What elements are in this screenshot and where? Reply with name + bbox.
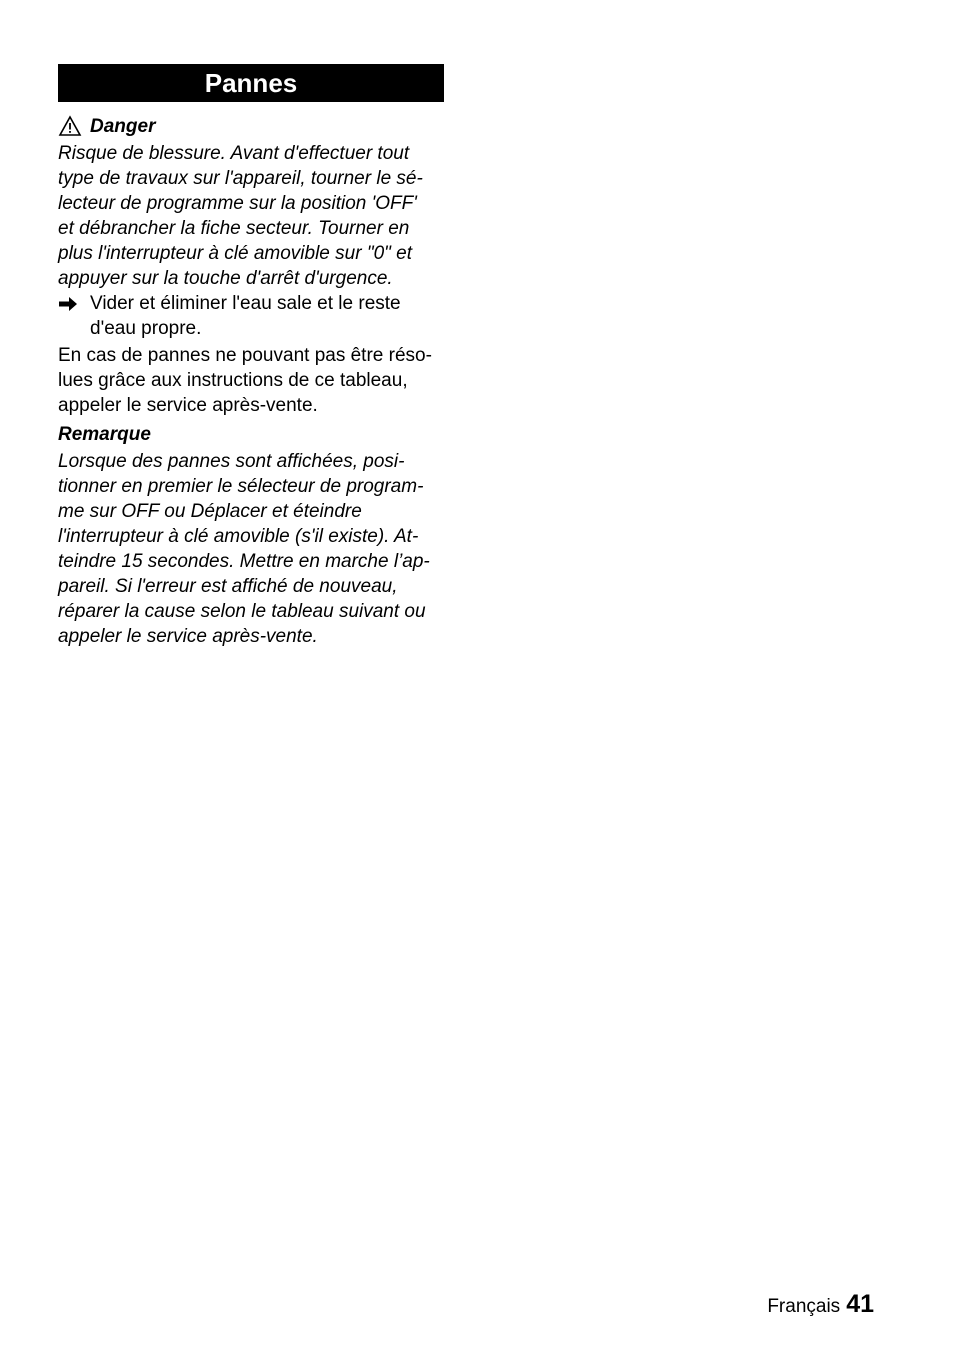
note-label: Remarque bbox=[58, 423, 151, 445]
instruction-text: Vider et éliminer l'eau sale et le reste d'eau propre. bbox=[90, 293, 401, 339]
section-title: Pannes bbox=[58, 64, 444, 102]
danger-label: Danger bbox=[90, 115, 156, 137]
footer-language: Français bbox=[767, 1296, 841, 1317]
page-number: 41 bbox=[846, 1290, 874, 1318]
page-footer bbox=[767, 1290, 874, 1319]
warning-triangle-icon bbox=[58, 115, 82, 137]
note-heading bbox=[58, 419, 454, 449]
note-text: Lorsque des pannes sont affichées, posi- tionner en premier le sélecteur de program- me sur OFF ou Déplacer et éteindre l'interrupteur à clé amovible (s'il existe). At- teindre 15 secondes. Mettre en marche l’ap- pareil. Si l'erreur est affiché de nouveau, réparer la cause selon le tableau suivant ou appeler le service après-vente. bbox=[58, 451, 430, 647]
content-column bbox=[58, 110, 454, 649]
arrow-right-icon bbox=[58, 291, 90, 341]
body-text: En cas de pannes ne pouvant pas être réso- lues grâce aux instructions de ce tableau, appeler le service après-vente. bbox=[58, 345, 432, 416]
instruction-item bbox=[58, 291, 454, 341]
danger-heading bbox=[58, 111, 454, 141]
danger-text: Risque de blessure. Avant d'effectuer tout type de travaux sur l'appareil, tourner le sé- lecteur de programme sur la position 'OFF' et débrancher la fiche secteur. Tourner en plus l'interrupteur à clé amovible sur "0" et appuyer sur la touche d'arrêt d'urgence. bbox=[58, 143, 423, 289]
